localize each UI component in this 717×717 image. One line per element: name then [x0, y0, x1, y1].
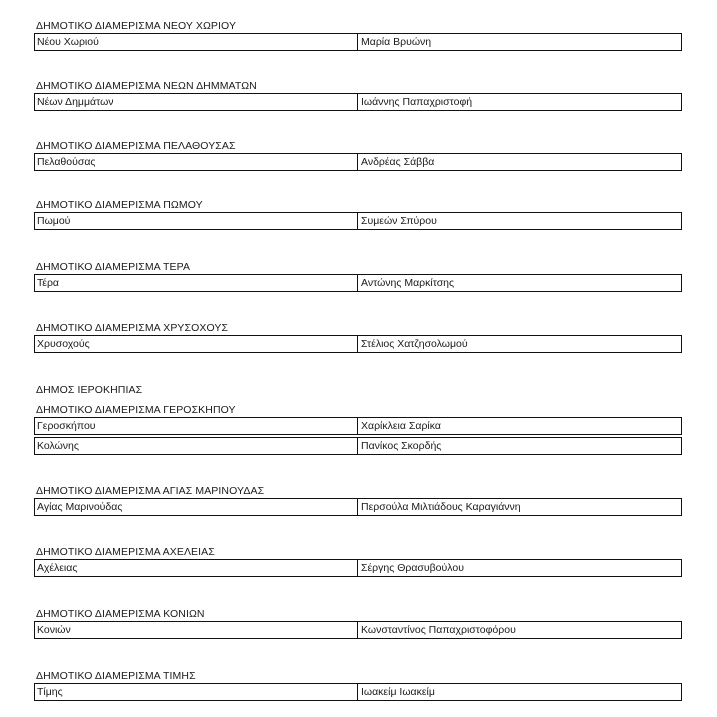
municipality-heading: ΔΗΜΟΣ ΙΕΡΟΚΗΠΙΑΣ: [36, 384, 143, 396]
place-cell: Γεροσκήπου: [35, 418, 358, 434]
table-row: [34, 498, 682, 516]
table-row: [34, 683, 682, 701]
section-neo-chorio: [34, 20, 682, 51]
section-heading: ΔΗΜΟΤΙΚΟ ΔΙΑΜΕΡΙΣΜΑ ΠΕΛΑΘΟΥΣΑΣ: [36, 140, 236, 152]
section-heading: ΔΗΜΟΤΙΚΟ ΔΙΑΜΕΡΙΣΜΑ ΧΡΥΣΟΧΟΥΣ: [36, 322, 229, 334]
section-chrysochou: [34, 322, 682, 353]
section-agia-marinouda: [34, 485, 682, 516]
person-cell: Περσούλα Μιλτιάδους Καραγιάννη: [361, 501, 521, 513]
place-cell: Πελαθούσας: [35, 154, 358, 170]
section-heading: ΔΗΜΟΤΙΚΟ ΔΙΑΜΕΡΙΣΜΑ ΑΓΙΑΣ ΜΑΡΙΝΟΥΔΑΣ: [36, 485, 265, 497]
section-heading: ΔΗΜΟΤΙΚΟ ΔΙΑΜΕΡΙΣΜΑ ΑΧΕΛΕΙΑΣ: [36, 546, 215, 558]
place-cell: Χρυσοχούς: [35, 336, 358, 352]
section-heading: ΔΗΜΟΤΙΚΟ ΔΙΑΜΕΡΙΣΜΑ ΝΕΟΥ ΧΩΡΙΟΥ: [36, 20, 237, 32]
section-nea-dimmata: [34, 80, 682, 111]
person-cell: Μαρία Βρυώνη: [361, 36, 432, 48]
section-geroskipou: [34, 384, 682, 455]
person-cell: Πανίκος Σκορδής: [361, 440, 442, 452]
table-row: [34, 417, 682, 435]
person-cell: Στέλιος Χατζησολωμού: [361, 338, 468, 350]
section-heading: ΔΗΜΟΤΙΚΟ ΔΙΑΜΕΡΙΣΜΑ ΚΟΝΙΩΝ: [36, 608, 205, 620]
table-row: [34, 33, 682, 51]
section-pelathousa: [34, 140, 682, 171]
table-row: [34, 437, 682, 455]
place-cell: Νέων Δημμάτων: [35, 94, 358, 110]
place-cell: Αγίας Μαρινούδας: [35, 499, 358, 515]
place-cell: Νέου Χωριού: [35, 34, 358, 50]
person-cell: Αντώνης Μαρκίτσης: [361, 277, 455, 289]
person-cell: Συμεών Σπύρου: [361, 215, 437, 227]
section-heading: ΔΗΜΟΤΙΚΟ ΔΙΑΜΕΡΙΣΜΑ ΤΕΡΑ: [36, 261, 191, 273]
person-cell: Ανδρέας Σάββα: [361, 156, 435, 168]
section-heading: ΔΗΜΟΤΙΚΟ ΔΙΑΜΕΡΙΣΜΑ ΝΕΩΝ ΔΗΜΜΑΤΩΝ: [36, 80, 257, 92]
place-cell: Τέρα: [35, 275, 358, 291]
table-row: [34, 153, 682, 171]
place-cell: Πωμού: [35, 213, 358, 229]
person-cell: Σέργης Θρασυβούλου: [361, 562, 464, 574]
section-heading: ΔΗΜΟΤΙΚΟ ΔΙΑΜΕΡΙΣΜΑ ΠΩΜΟΥ: [36, 199, 203, 211]
place-cell: Αχέλειας: [35, 560, 358, 576]
table-row: [34, 93, 682, 111]
person-cell: Ιωακείμ Ιωακείμ: [361, 686, 435, 698]
section-tera: [34, 261, 682, 292]
person-cell: Ιωάννης Παπαχριστοφή: [361, 96, 473, 108]
place-cell: Κονιών: [35, 622, 358, 638]
section-heading: ΔΗΜΟΤΙΚΟ ΔΙΑΜΕΡΙΣΜΑ ΓΕΡΟΣΚΗΠΟΥ: [36, 404, 236, 416]
table-row: [34, 212, 682, 230]
person-cell: Κωνσταντίνος Παπαχριστοφόρου: [361, 624, 516, 636]
section-pomos: [34, 199, 682, 230]
table-row: [34, 621, 682, 639]
table-row: [34, 559, 682, 577]
place-cell: Τίμης: [35, 684, 358, 700]
person-cell: Χαρίκλεια Σαρίκα: [361, 420, 441, 432]
section-timi: [34, 670, 682, 701]
place-cell: Κολώνης: [35, 438, 358, 454]
section-heading: ΔΗΜΟΤΙΚΟ ΔΙΑΜΕΡΙΣΜΑ ΤΙΜΗΣ: [36, 670, 196, 682]
table-row: [34, 274, 682, 292]
section-acheleia: [34, 546, 682, 577]
section-konia: [34, 608, 682, 639]
table-row: [34, 335, 682, 353]
